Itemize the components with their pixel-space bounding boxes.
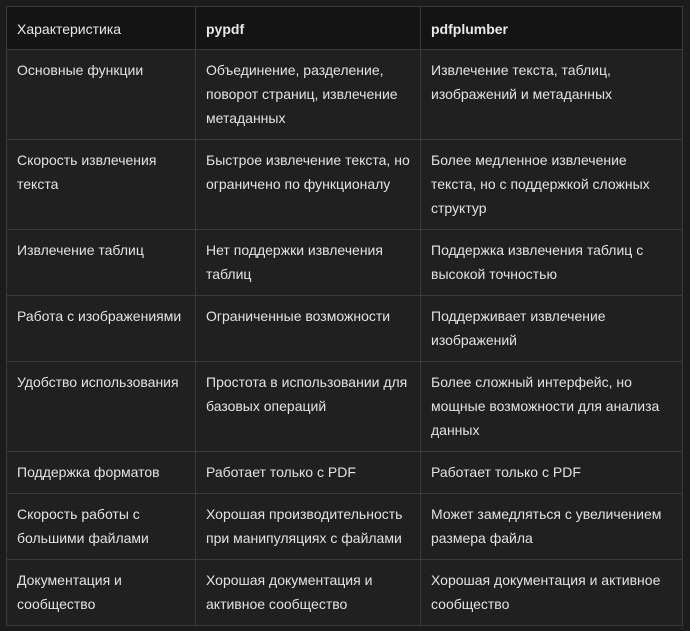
- table-cell: Работает только с PDF: [196, 452, 421, 494]
- table-cell: Скорость извлечения текста: [7, 140, 196, 230]
- table-row: [7, 494, 683, 560]
- table-cell: Быстрое извлечение текста, но ограничено по функционалу: [196, 140, 421, 230]
- table-cell: Может замедляться с увеличением размера файла: [421, 494, 683, 560]
- table-cell: Работает только с PDF: [421, 452, 683, 494]
- table-cell: Нет поддержки извлечения таблиц: [196, 230, 421, 296]
- table-row: [7, 230, 683, 296]
- header-row: [7, 7, 683, 50]
- header-pdfplumber: pdfplumber: [421, 7, 683, 50]
- table-row: [7, 50, 683, 140]
- table-cell: Работа с изображениями: [7, 296, 196, 362]
- table-cell: Поддержка форматов: [7, 452, 196, 494]
- comparison-table-container: [6, 6, 682, 626]
- table-cell: Извлечение текста, таблиц, изображений и метаданных: [421, 50, 683, 140]
- table-cell: Поддерживает извлечение изображений: [421, 296, 683, 362]
- table-cell: Ограниченные возможности: [196, 296, 421, 362]
- table-row: [7, 296, 683, 362]
- table-row: [7, 452, 683, 494]
- table-row: [7, 560, 683, 626]
- comparison-table: [6, 6, 683, 626]
- header-characteristic: Характеристика: [7, 7, 196, 50]
- table-cell: Скорость работы с большими файлами: [7, 494, 196, 560]
- table-cell: Более медленное извлечение текста, но с поддержкой сложных структур: [421, 140, 683, 230]
- table-cell: Хорошая производительность при манипуляциях с файлами: [196, 494, 421, 560]
- table-cell: Хорошая документация и активное сообщество: [196, 560, 421, 626]
- table-cell: Простота в использовании для базовых операций: [196, 362, 421, 452]
- table-row: [7, 362, 683, 452]
- table-cell: Документация и сообщество: [7, 560, 196, 626]
- table-body: [7, 50, 683, 626]
- table-cell: Объединение, разделение, поворот страниц, извлечение метаданных: [196, 50, 421, 140]
- header-pypdf: pypdf: [196, 7, 421, 50]
- table-cell: Извлечение таблиц: [7, 230, 196, 296]
- table-cell: Поддержка извлечения таблиц с высокой точностью: [421, 230, 683, 296]
- table-cell: Хорошая документация и активное сообщество: [421, 560, 683, 626]
- table-cell: Удобство использования: [7, 362, 196, 452]
- table-row: [7, 140, 683, 230]
- table-header: [7, 7, 683, 50]
- table-cell: Более сложный интерфейс, но мощные возможности для анализа данных: [421, 362, 683, 452]
- table-cell: Основные функции: [7, 50, 196, 140]
